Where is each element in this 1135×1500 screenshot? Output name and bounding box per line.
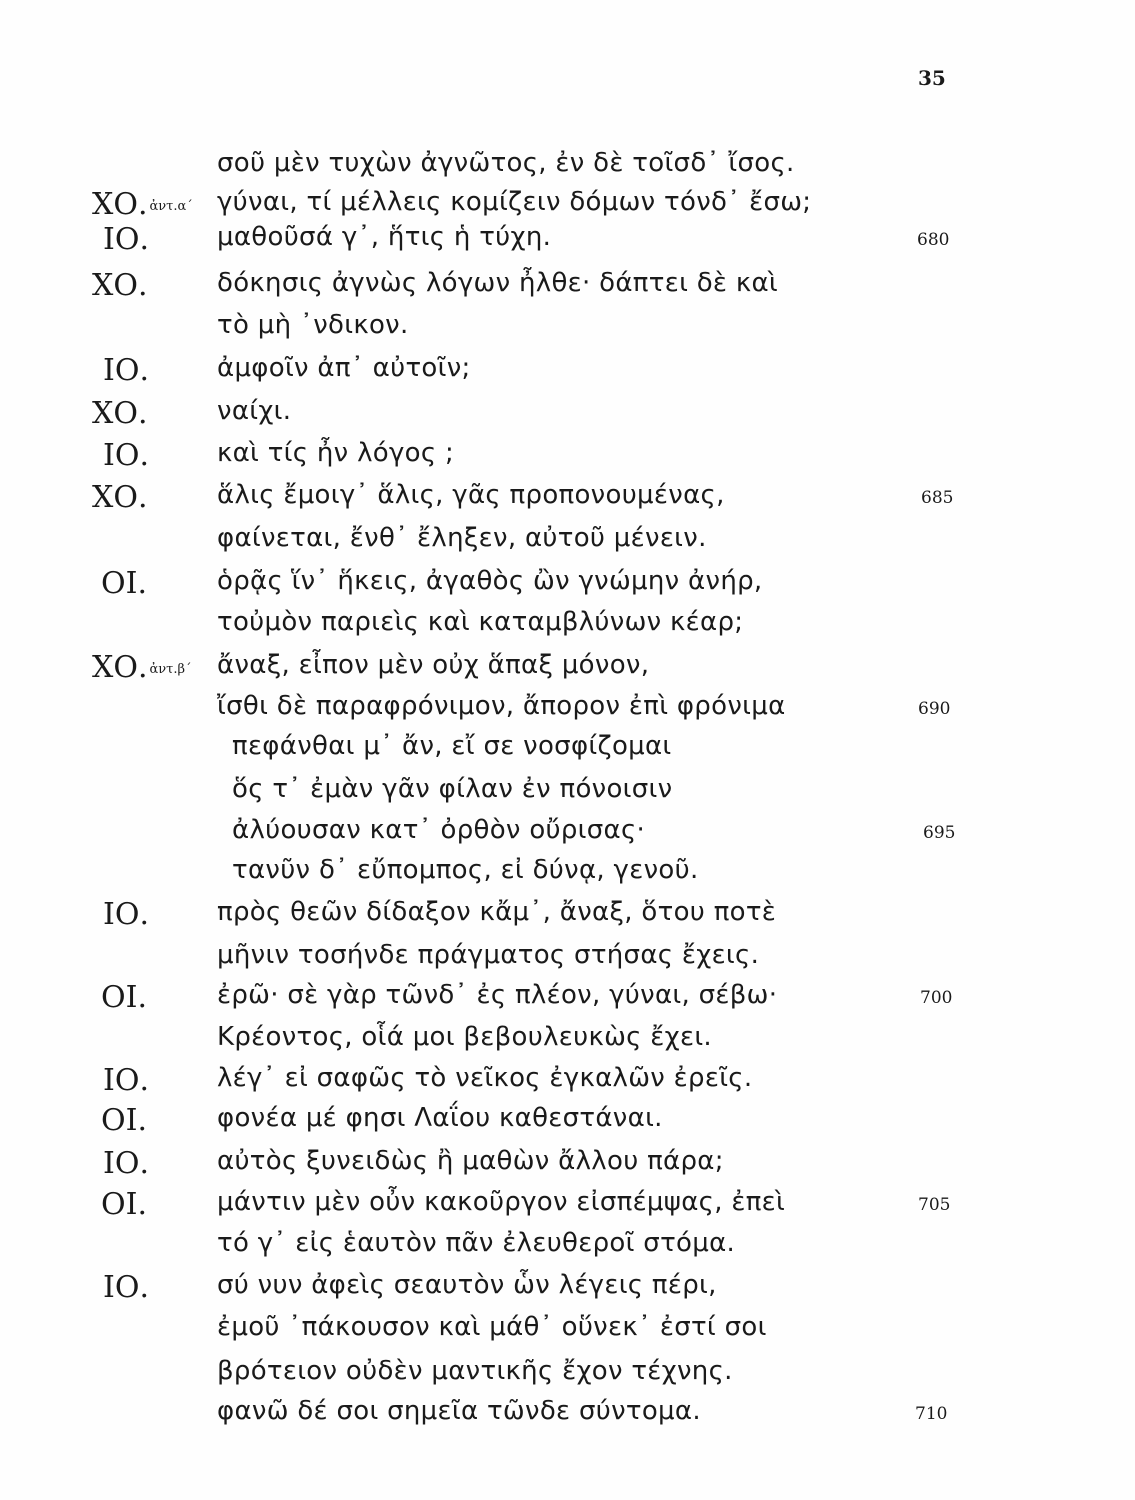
verse-line [0,268,1135,308]
speaker-label [92,268,150,303]
verse-text: τοὐμὸν παριεὶς καὶ καταμβλύνων κέαρ; [217,607,744,637]
speaker-label [103,1146,151,1181]
speaker-name: ΙΟ. [103,1063,149,1098]
verse-text: βρότειον οὐδὲν μαντικῆς ἔχον τέχνης. [217,1356,733,1386]
line-number: 690 [918,699,951,719]
speaker-label [100,148,102,183]
speaker-name: ΟΙ. [101,566,147,601]
verse-text: μάντιν μὲν οὖν κακοῦργον εἰσπέμψας, ἐπεὶ [217,1187,786,1217]
verse-line [0,310,1135,350]
speaker-name: ΧΟ. [92,480,148,515]
verse-text: τὸ μὴ ᾽νδικον. [217,310,409,340]
line-number: 680 [917,230,950,250]
speaker-name: ΙΟ. [103,438,149,473]
line-number: 710 [915,1404,948,1424]
speaker-label [92,396,150,431]
speaker-label [100,940,102,975]
verse-line [0,650,1135,690]
speaker-name: ΙΟ. [103,1146,149,1181]
speaker-name: ΧΟ. [92,187,148,222]
verse-line [0,691,1135,731]
line-number: 685 [921,488,954,508]
speaker-name: ΙΟ. [103,222,149,257]
speaker-label [103,897,151,932]
speaker-label [92,187,193,222]
verse-text: ἴσθι δὲ παραφρόνιμον, ἄπορον ἐπὶ φρόνιμα [217,691,786,721]
page-number: 35 [918,66,946,90]
speaker-name: ΧΟ. [92,650,148,685]
verse-text: ναίχι. [217,396,292,426]
speaker-label [101,566,149,601]
line-number: 695 [923,823,956,843]
verse-text: φονέα μέ φησι Λαΐου καθεστάναι. [217,1103,663,1133]
speaker-label [100,1356,102,1391]
verse-text: ἀμφοῖν ἀπ᾽ αὐτοῖν; [217,353,471,383]
verse-text: φαίνεται, ἔνθ᾽ ἔληξεν, αὐτοῦ μένειν. [217,523,707,553]
speaker-name: ΙΟ. [103,353,149,388]
verse-text: σύ νυν ἀφεὶς σεαυτὸν ὧν λέγεις πέρι, [217,1270,717,1300]
speaker-label [100,607,102,642]
verse-line [0,897,1135,937]
verse-text: πρὸς θεῶν δίδαξον κἄμ᾽, ἄναξ, ὅτου ποτὲ [217,897,777,927]
verse-line [0,1187,1135,1227]
verse-line [0,148,1135,188]
speaker-name: ΙΟ. [103,897,149,932]
verse-line [0,353,1135,393]
verse-text: καὶ τίς ἦν λόγος ; [217,438,455,468]
verse-line [0,980,1135,1020]
verse-line [0,855,1135,895]
verse-line [0,1356,1135,1396]
speaker-label [101,980,149,1015]
verse-line [0,815,1135,855]
line-number: 705 [918,1195,951,1215]
verse-line [0,396,1135,436]
verse-line [0,523,1135,563]
verse-text: ἄναξ, εἶπον μὲν οὐχ ἅπαξ μόνον, [217,650,650,680]
speaker-label [100,691,102,726]
verse-text: ἐμοῦ ᾽πάκουσον καὶ μάθ᾽ οὕνεκ᾽ ἐστί σοι [217,1312,767,1342]
verse-line [0,566,1135,606]
speaker-label [100,1312,102,1347]
verse-text: λέγ᾽ εἰ σαφῶς τὸ νεῖκος ἐγκαλῶν ἐρεῖς. [217,1063,753,1093]
speaker-label [100,1228,102,1263]
verse-line [0,607,1135,647]
speaker-label [101,1187,149,1222]
verse-text: σοῦ μὲν τυχὼν ἀγνῶτος, ἐν δὲ τοῖσδ᾽ ἴσος. [217,148,795,178]
verse-line [0,222,1135,262]
verse-line [0,1396,1135,1436]
line-number: 700 [920,988,953,1008]
verse-line [0,187,1135,227]
verse-line [0,1063,1135,1103]
speaker-label [103,438,151,473]
speaker-label [100,310,102,345]
speaker-label [100,1396,102,1431]
speaker-label [100,815,102,850]
speaker-name: ΙΟ. [103,1270,149,1305]
speaker-label [103,1270,151,1305]
speaker-label [100,774,102,809]
speaker-label [100,523,102,558]
verse-text: μῆνιν τοσήνδε πράγματος στήσας ἔχεις. [217,940,760,970]
verse-text: αὐτὸς ξυνειδὼς ἢ μαθὼν ἄλλου πάρα; [217,1146,724,1176]
verse-text: ὅς τ᾽ ἐμὰν γᾶν φίλαν ἐν πόνοισιν [232,774,673,804]
verse-line [0,480,1135,520]
speaker-name: ΟΙ. [101,1187,147,1222]
speaker-label [103,353,151,388]
verse-line [0,940,1135,980]
verse-line [0,1103,1135,1143]
speaker-label [92,480,150,515]
speaker-name: ΟΙ. [101,1103,147,1138]
verse-text: ἀλύουσαν κατ᾽ ὀρθὸν οὔρισας· [232,815,646,845]
strophe-marker: ἀντ.β´ [149,661,192,677]
speaker-label [100,1022,102,1057]
verse-line [0,731,1135,771]
speaker-label [92,650,192,685]
verse-text: ἐρῶ· σὲ γὰρ τῶνδ᾽ ἐς πλέον, γύναι, σέβω· [217,980,778,1010]
verse-text: πεφάνθαι μ᾽ ἄν, εἴ σε νοσφίζομαι [232,731,672,761]
verse-line [0,1146,1135,1186]
verse-text: ἅλις ἔμοιγ᾽ ἅλις, γᾶς προπονουμένας, [217,480,725,510]
speaker-name: ΟΙ. [101,980,147,1015]
verse-text: γύναι, τί μέλλεις κομίζειν δόμων τόνδ᾽ ἔσω; [217,187,812,217]
speaker-name: ΧΟ. [92,268,148,303]
verse-text: φανῶ δέ σοι σημεῖα τῶνδε σύντομα. [217,1396,701,1426]
verse-line [0,774,1135,814]
verse-text: τό γ᾽ εἰς ἑαυτὸν πᾶν ἐλευθεροῖ στόμα. [217,1228,736,1258]
speaker-label [100,731,102,766]
strophe-marker: ἀντ.α´ [149,198,193,214]
speaker-label [101,1103,149,1138]
speaker-label [103,1063,151,1098]
verse-line [0,1312,1135,1352]
verse-text: ὁρᾷς ἵν᾽ ἥκεις, ἀγαθὸς ὢν γνώμην ἀνήρ, [217,566,763,596]
speaker-label [100,855,102,890]
verse-text: τανῦν δ᾽ εὔπομπος, εἰ δύνᾳ, γενοῦ. [232,855,699,885]
verse-text: μαθοῦσά γ᾽, ἥτις ἡ τύχη. [217,222,552,252]
speaker-label [103,222,151,257]
verse-line [0,438,1135,478]
speaker-name: ΧΟ. [92,396,148,431]
verse-line [0,1228,1135,1268]
verse-text: Κρέοντος, οἷά μοι βεβουλευκὼς ἔχει. [217,1022,712,1052]
verse-line [0,1022,1135,1062]
verse-line [0,1270,1135,1310]
verse-text: δόκησις ἀγνὼς λόγων ἦλθε· δάπτει δὲ καὶ [217,268,779,298]
